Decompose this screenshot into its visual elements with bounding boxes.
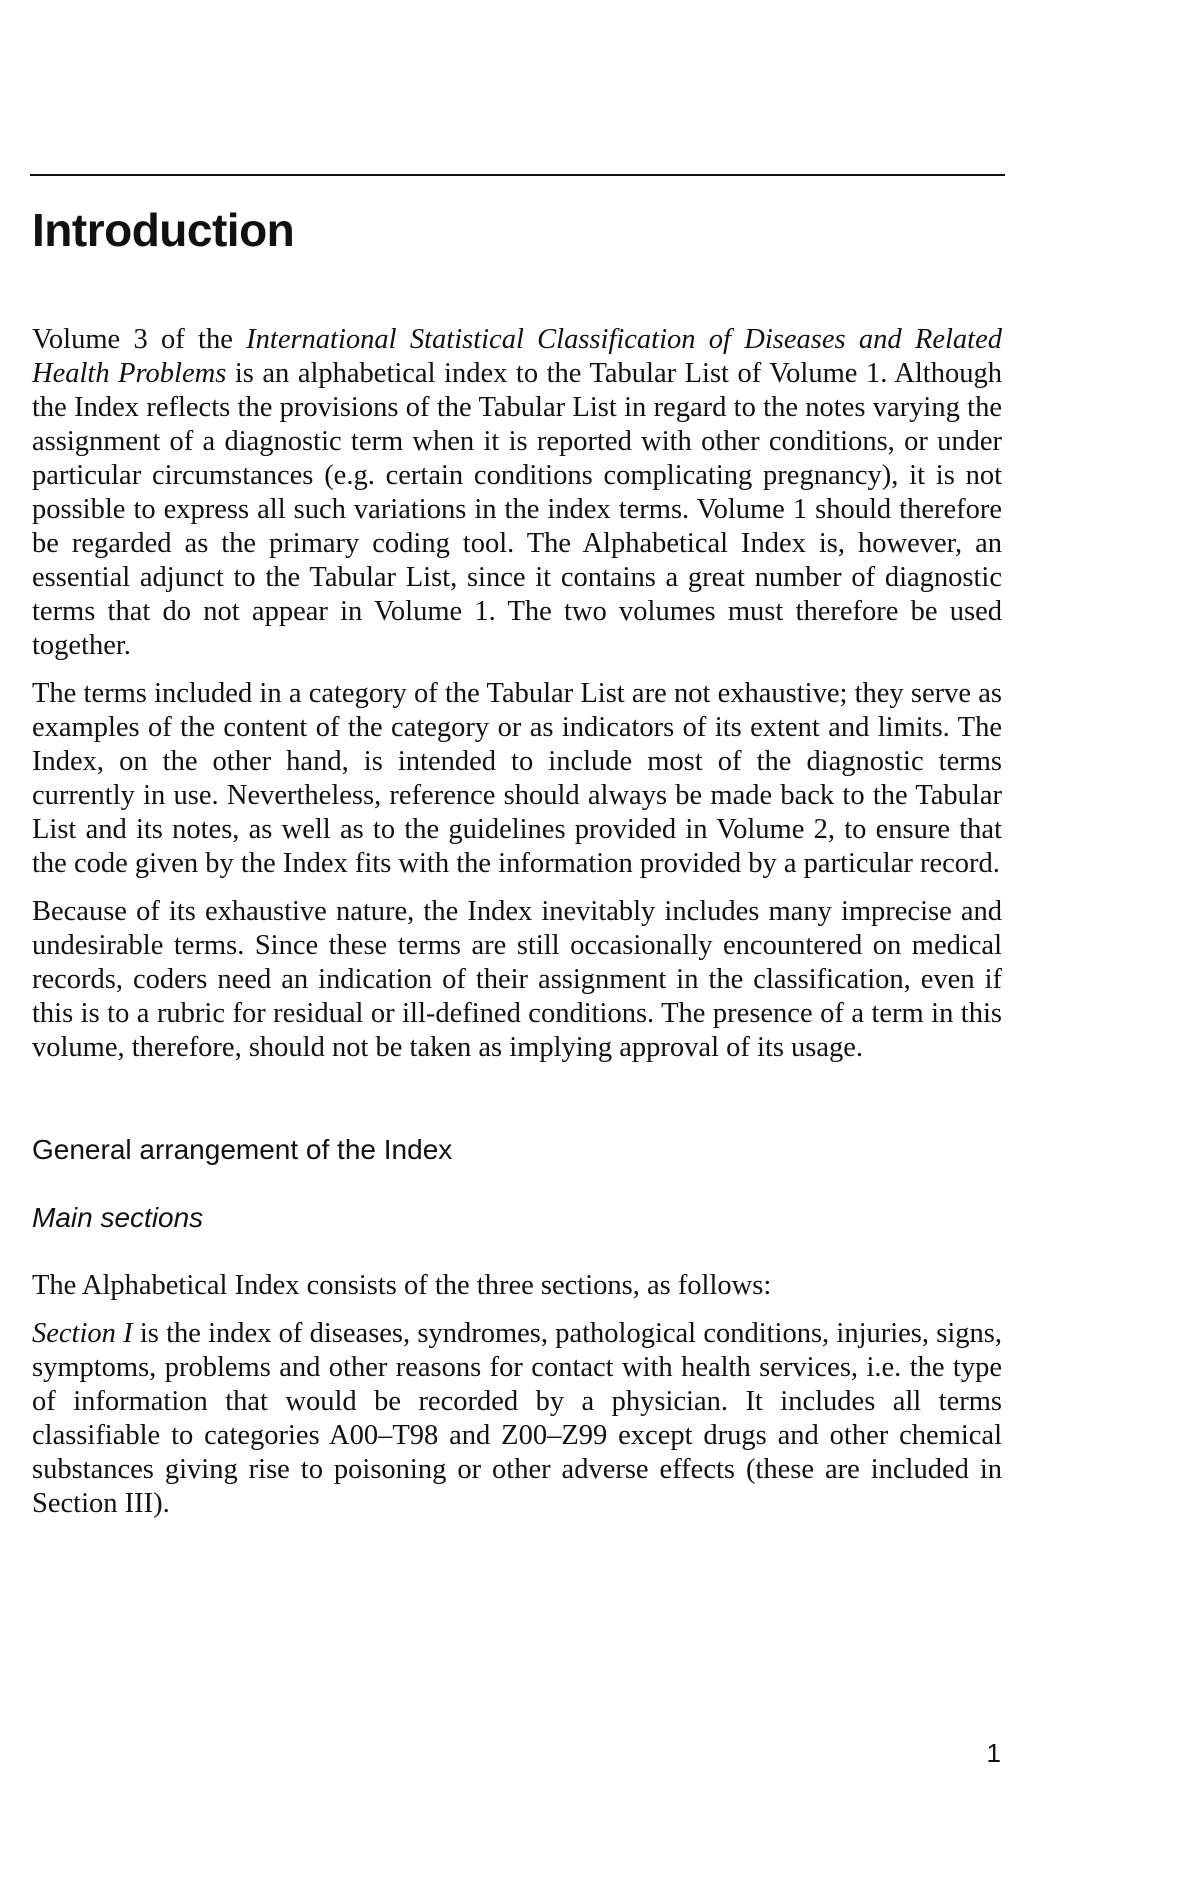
section-one-paragraph — [32, 1317, 1002, 1521]
publication-title: International Statistical Classification of Diseases and Related Health Problems — [32, 324, 1002, 389]
page-number: 1 — [986, 1738, 1001, 1768]
paragraph-1-rest: is an alphabetical index to the Tabular List of Volume 1. Although the Index reflects the provisions of the Tabular List in regard to the notes varying the assignment of a diagnostic term when it is reported with other conditions, or under particular circumstances (e.g. certain conditions complicating pregnancy), it is not possible to express all such variations in the index terms. Volume 1 should therefore be regarded as the primary coding tool. The Alphabetical Index is, however, an essential adjunct to the Tabular List, since it contains a great number of diagnostic terms that do not appear in Volume 1. The two volumes must therefore be used together. — [32, 358, 1002, 661]
paragraph-3: Because of its exhaustive nature, the Index inevitably includes many imprecise and undesirable terms. Since these terms are still occasionally encountered on medical records, coders need an indication of their assignment in the classification, even if this is to a rubric for residual or ill-defined conditions. The presence of a term in this volume, therefore, should not be taken as implying approval of its usage. — [32, 896, 1002, 1063]
page-title: Introduction — [32, 204, 295, 256]
document-body — [32, 323, 1002, 1521]
paragraph-2: The terms included in a category of the Tabular List are not exhaustive; they serve as examples of the content of the category or as indicators of its extent and limits. The Index, on the other hand, is intended to include most of the diagnostic terms currently in use. Nevertheless, reference should always be made back to the Tabular List and its notes, as well as to the guidelines provided in Volume 2, to ensure that the code given by the Index fits with the information provided by a particular record. — [32, 678, 1002, 879]
paragraph-1-lead: Volume 3 of the — [32, 324, 247, 355]
section-one-label: Section I — [32, 1318, 133, 1349]
section-heading: General arrangement of the Index — [32, 1134, 453, 1165]
paragraph-1 — [32, 323, 1002, 663]
section-one-text: is the index of diseases, syndromes, pathological conditions, injuries, signs, symptoms, problems and other reasons for contact with health services, i.e. the type of information that would be recorded by a physician. It includes all terms classifiable to categories A00–T98 and Z00–Z99 except drugs and other chemical substances giving rise to poisoning or other adverse effects (these are included in Section III). — [32, 1318, 1002, 1519]
subsection-heading: Main sections — [32, 1202, 204, 1233]
sections-intro: The Alphabetical Index consists of the three sections, as follows: — [32, 1270, 772, 1301]
header-rule — [30, 174, 1005, 176]
